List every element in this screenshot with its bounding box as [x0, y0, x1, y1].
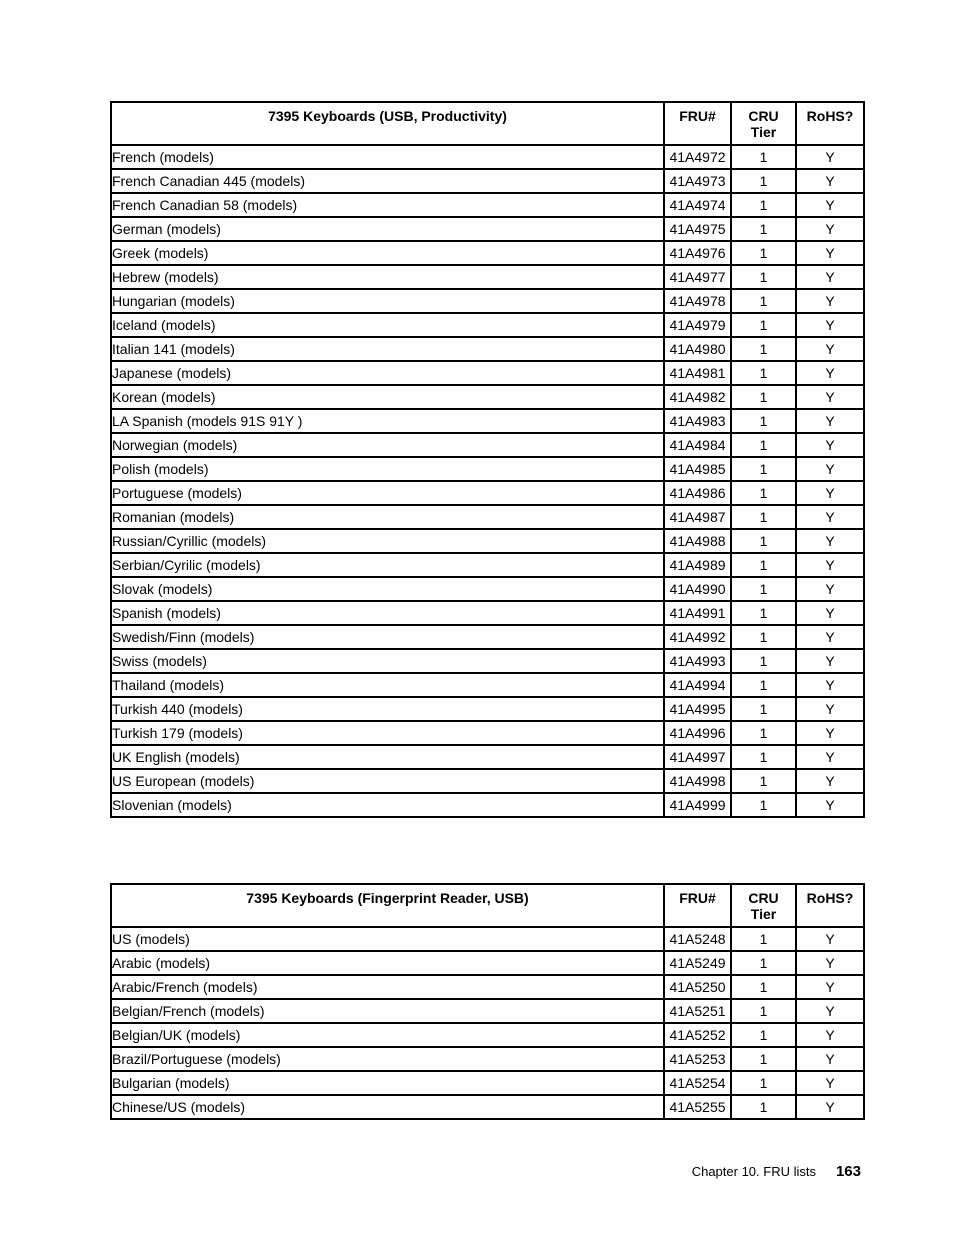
- cell-fru-number: 41A4987: [664, 505, 731, 529]
- cell-cru-tier: 1: [731, 927, 796, 951]
- cell-cru-tier: 1: [731, 145, 796, 169]
- cell-description: Swedish/Finn (models): [111, 625, 664, 649]
- cell-cru-tier: 1: [731, 601, 796, 625]
- cell-cru-tier: 1: [731, 745, 796, 769]
- cell-fru-number: 41A4976: [664, 241, 731, 265]
- cell-rohs: Y: [796, 361, 864, 385]
- cell-cru-tier: 1: [731, 505, 796, 529]
- chapter-label: Chapter 10. FRU lists: [691, 1164, 816, 1179]
- table-row: [111, 697, 864, 721]
- cell-rohs: Y: [796, 457, 864, 481]
- cell-description: Portuguese (models): [111, 481, 664, 505]
- cell-description: Bulgarian (models): [111, 1071, 664, 1095]
- cell-fru-number: 41A5248: [664, 927, 731, 951]
- table-header-row: [111, 884, 864, 927]
- cell-cru-tier: 1: [731, 553, 796, 577]
- table-row: [111, 193, 864, 217]
- cell-cru-tier: 1: [731, 1071, 796, 1095]
- cell-rohs: Y: [796, 673, 864, 697]
- cell-description: UK English (models): [111, 745, 664, 769]
- cell-rohs: Y: [796, 1095, 864, 1119]
- cell-fru-number: 41A4984: [664, 433, 731, 457]
- table-row: [111, 241, 864, 265]
- cell-fru-number: 41A4985: [664, 457, 731, 481]
- table-row: [111, 601, 864, 625]
- cell-cru-tier: 1: [731, 361, 796, 385]
- cell-fru-number: 41A4989: [664, 553, 731, 577]
- cell-cru-tier: 1: [731, 721, 796, 745]
- cell-cru-tier: 1: [731, 481, 796, 505]
- cell-rohs: Y: [796, 1023, 864, 1047]
- cell-cru-tier: 1: [731, 217, 796, 241]
- cell-fru-number: 41A4999: [664, 793, 731, 817]
- cell-fru-number: 41A4991: [664, 601, 731, 625]
- cell-rohs: Y: [796, 505, 864, 529]
- cell-cru-tier: 1: [731, 241, 796, 265]
- table-row: [111, 505, 864, 529]
- table-row: [111, 529, 864, 553]
- cell-fru-number: 41A4988: [664, 529, 731, 553]
- cell-description: German (models): [111, 217, 664, 241]
- header-cru-tier: CRU Tier: [731, 102, 796, 145]
- cell-description: US European (models): [111, 769, 664, 793]
- cell-cru-tier: 1: [731, 769, 796, 793]
- cell-rohs: Y: [796, 745, 864, 769]
- cell-cru-tier: 1: [731, 793, 796, 817]
- table-row: [111, 769, 864, 793]
- header-rohs: RoHS?: [796, 884, 864, 927]
- cell-fru-number: 41A4995: [664, 697, 731, 721]
- table-row: [111, 409, 864, 433]
- table-row: [111, 217, 864, 241]
- cell-cru-tier: 1: [731, 673, 796, 697]
- cell-description: Greek (models): [111, 241, 664, 265]
- table-row: [111, 1071, 864, 1095]
- table-row: [111, 361, 864, 385]
- cell-cru-tier: 1: [731, 649, 796, 673]
- cell-fru-number: 41A4975: [664, 217, 731, 241]
- header-cru-tier: CRU Tier: [731, 884, 796, 927]
- fru-table-usb-productivity: [110, 101, 865, 818]
- cell-fru-number: 41A4998: [664, 769, 731, 793]
- cell-fru-number: 41A4996: [664, 721, 731, 745]
- cell-description: Arabic/French (models): [111, 975, 664, 999]
- cell-cru-tier: 1: [731, 529, 796, 553]
- table-body: [111, 927, 864, 1119]
- cell-description: Italian 141 (models): [111, 337, 664, 361]
- cell-rohs: Y: [796, 927, 864, 951]
- table-row: [111, 951, 864, 975]
- cell-description: Turkish 179 (models): [111, 721, 664, 745]
- cell-description: Polish (models): [111, 457, 664, 481]
- cell-rohs: Y: [796, 385, 864, 409]
- cell-description: Russian/Cyrillic (models): [111, 529, 664, 553]
- cell-description: Slovenian (models): [111, 793, 664, 817]
- cell-description: Thailand (models): [111, 673, 664, 697]
- table-row: [111, 745, 864, 769]
- cell-description: Belgian/French (models): [111, 999, 664, 1023]
- page-number: 163: [835, 1163, 861, 1180]
- cell-fru-number: 41A5253: [664, 1047, 731, 1071]
- cell-description: Romanian (models): [111, 505, 664, 529]
- cell-description: LA Spanish (models 91S 91Y ): [111, 409, 664, 433]
- cell-rohs: Y: [796, 601, 864, 625]
- fru-table-fingerprint-reader: [110, 883, 865, 1120]
- header-title: 7395 Keyboards (Fingerprint Reader, USB): [111, 884, 664, 927]
- cell-fru-number: 41A4979: [664, 313, 731, 337]
- cell-rohs: Y: [796, 769, 864, 793]
- table-body: [111, 145, 864, 817]
- cell-description: Arabic (models): [111, 951, 664, 975]
- cell-cru-tier: 1: [731, 265, 796, 289]
- cell-fru-number: 41A4977: [664, 265, 731, 289]
- cell-description: Serbian/Cyrilic (models): [111, 553, 664, 577]
- cell-cru-tier: 1: [731, 999, 796, 1023]
- table-row: [111, 793, 864, 817]
- cell-rohs: Y: [796, 649, 864, 673]
- cell-rohs: Y: [796, 1047, 864, 1071]
- cell-rohs: Y: [796, 289, 864, 313]
- table-row: [111, 481, 864, 505]
- cell-description: Japanese (models): [111, 361, 664, 385]
- table-row: [111, 673, 864, 697]
- cell-rohs: Y: [796, 145, 864, 169]
- table-row: [111, 625, 864, 649]
- cell-rohs: Y: [796, 999, 864, 1023]
- cell-rohs: Y: [796, 951, 864, 975]
- cell-fru-number: 41A4981: [664, 361, 731, 385]
- cell-fru-number: 41A4978: [664, 289, 731, 313]
- cell-rohs: Y: [796, 553, 864, 577]
- cell-cru-tier: 1: [731, 1047, 796, 1071]
- cell-cru-tier: 1: [731, 951, 796, 975]
- cell-fru-number: 41A4972: [664, 145, 731, 169]
- cell-cru-tier: 1: [731, 975, 796, 999]
- cell-rohs: Y: [796, 793, 864, 817]
- cell-fru-number: 41A4973: [664, 169, 731, 193]
- header-rohs: RoHS?: [796, 102, 864, 145]
- cell-fru-number: 41A5250: [664, 975, 731, 999]
- cell-cru-tier: 1: [731, 697, 796, 721]
- header-fru: FRU#: [664, 884, 731, 927]
- cell-description: Iceland (models): [111, 313, 664, 337]
- cell-rohs: Y: [796, 433, 864, 457]
- cell-cru-tier: 1: [731, 337, 796, 361]
- cell-fru-number: 41A5255: [664, 1095, 731, 1119]
- table-row: [111, 145, 864, 169]
- cell-description: Belgian/UK (models): [111, 1023, 664, 1047]
- header-title: 7395 Keyboards (USB, Productivity): [111, 102, 664, 145]
- cell-cru-tier: 1: [731, 385, 796, 409]
- cell-fru-number: 41A5249: [664, 951, 731, 975]
- table-row: [111, 265, 864, 289]
- cell-rohs: Y: [796, 625, 864, 649]
- table-row: [111, 1023, 864, 1047]
- table-row: [111, 433, 864, 457]
- cell-cru-tier: 1: [731, 313, 796, 337]
- cell-cru-tier: 1: [731, 193, 796, 217]
- cell-fru-number: 41A4994: [664, 673, 731, 697]
- table-row: [111, 975, 864, 999]
- cell-description: US (models): [111, 927, 664, 951]
- cell-description: Turkish 440 (models): [111, 697, 664, 721]
- cell-rohs: Y: [796, 1071, 864, 1095]
- cell-description: Korean (models): [111, 385, 664, 409]
- table-row: [111, 313, 864, 337]
- cell-description: French Canadian 58 (models): [111, 193, 664, 217]
- table-row: [111, 649, 864, 673]
- cell-cru-tier: 1: [731, 577, 796, 601]
- cell-description: French Canadian 445 (models): [111, 169, 664, 193]
- cell-cru-tier: 1: [731, 433, 796, 457]
- cell-description: Norwegian (models): [111, 433, 664, 457]
- cell-fru-number: 41A4974: [664, 193, 731, 217]
- cell-rohs: Y: [796, 721, 864, 745]
- cell-rohs: Y: [796, 337, 864, 361]
- cell-rohs: Y: [796, 193, 864, 217]
- table-header-row: [111, 102, 864, 145]
- cell-rohs: Y: [796, 529, 864, 553]
- cell-cru-tier: 1: [731, 625, 796, 649]
- table-row: [111, 457, 864, 481]
- table-row: [111, 577, 864, 601]
- cell-cru-tier: 1: [731, 289, 796, 313]
- cell-fru-number: 41A5251: [664, 999, 731, 1023]
- cell-fru-number: 41A5252: [664, 1023, 731, 1047]
- cell-rohs: Y: [796, 697, 864, 721]
- cell-fru-number: 41A4992: [664, 625, 731, 649]
- table-row: [111, 1095, 864, 1119]
- cell-rohs: Y: [796, 169, 864, 193]
- cell-fru-number: 41A4993: [664, 649, 731, 673]
- cell-fru-number: 41A4983: [664, 409, 731, 433]
- cell-rohs: Y: [796, 313, 864, 337]
- cell-description: Slovak (models): [111, 577, 664, 601]
- cell-fru-number: 41A5254: [664, 1071, 731, 1095]
- cell-rohs: Y: [796, 481, 864, 505]
- cell-cru-tier: 1: [731, 1095, 796, 1119]
- cell-description: Spanish (models): [111, 601, 664, 625]
- table-row: [111, 999, 864, 1023]
- cell-description: French (models): [111, 145, 664, 169]
- cell-description: Hungarian (models): [111, 289, 664, 313]
- table-row: [111, 1047, 864, 1071]
- header-fru: FRU#: [664, 102, 731, 145]
- cell-cru-tier: 1: [731, 169, 796, 193]
- page-footer: [692, 1163, 861, 1180]
- cell-fru-number: 41A4997: [664, 745, 731, 769]
- table-row: [111, 289, 864, 313]
- cell-description: Swiss (models): [111, 649, 664, 673]
- cell-rohs: Y: [796, 975, 864, 999]
- cell-rohs: Y: [796, 409, 864, 433]
- cell-description: Brazil/Portuguese (models): [111, 1047, 664, 1071]
- cell-fru-number: 41A4982: [664, 385, 731, 409]
- cell-description: Chinese/US (models): [111, 1095, 664, 1119]
- cell-rohs: Y: [796, 577, 864, 601]
- cell-fru-number: 41A4986: [664, 481, 731, 505]
- cell-rohs: Y: [796, 241, 864, 265]
- table-row: [111, 385, 864, 409]
- cell-cru-tier: 1: [731, 457, 796, 481]
- table-row: [111, 169, 864, 193]
- cell-rohs: Y: [796, 217, 864, 241]
- table-row: [111, 337, 864, 361]
- table-row: [111, 927, 864, 951]
- cell-cru-tier: 1: [731, 1023, 796, 1047]
- table-row: [111, 721, 864, 745]
- cell-rohs: Y: [796, 265, 864, 289]
- cell-fru-number: 41A4980: [664, 337, 731, 361]
- cell-description: Hebrew (models): [111, 265, 664, 289]
- cell-cru-tier: 1: [731, 409, 796, 433]
- table-row: [111, 553, 864, 577]
- cell-fru-number: 41A4990: [664, 577, 731, 601]
